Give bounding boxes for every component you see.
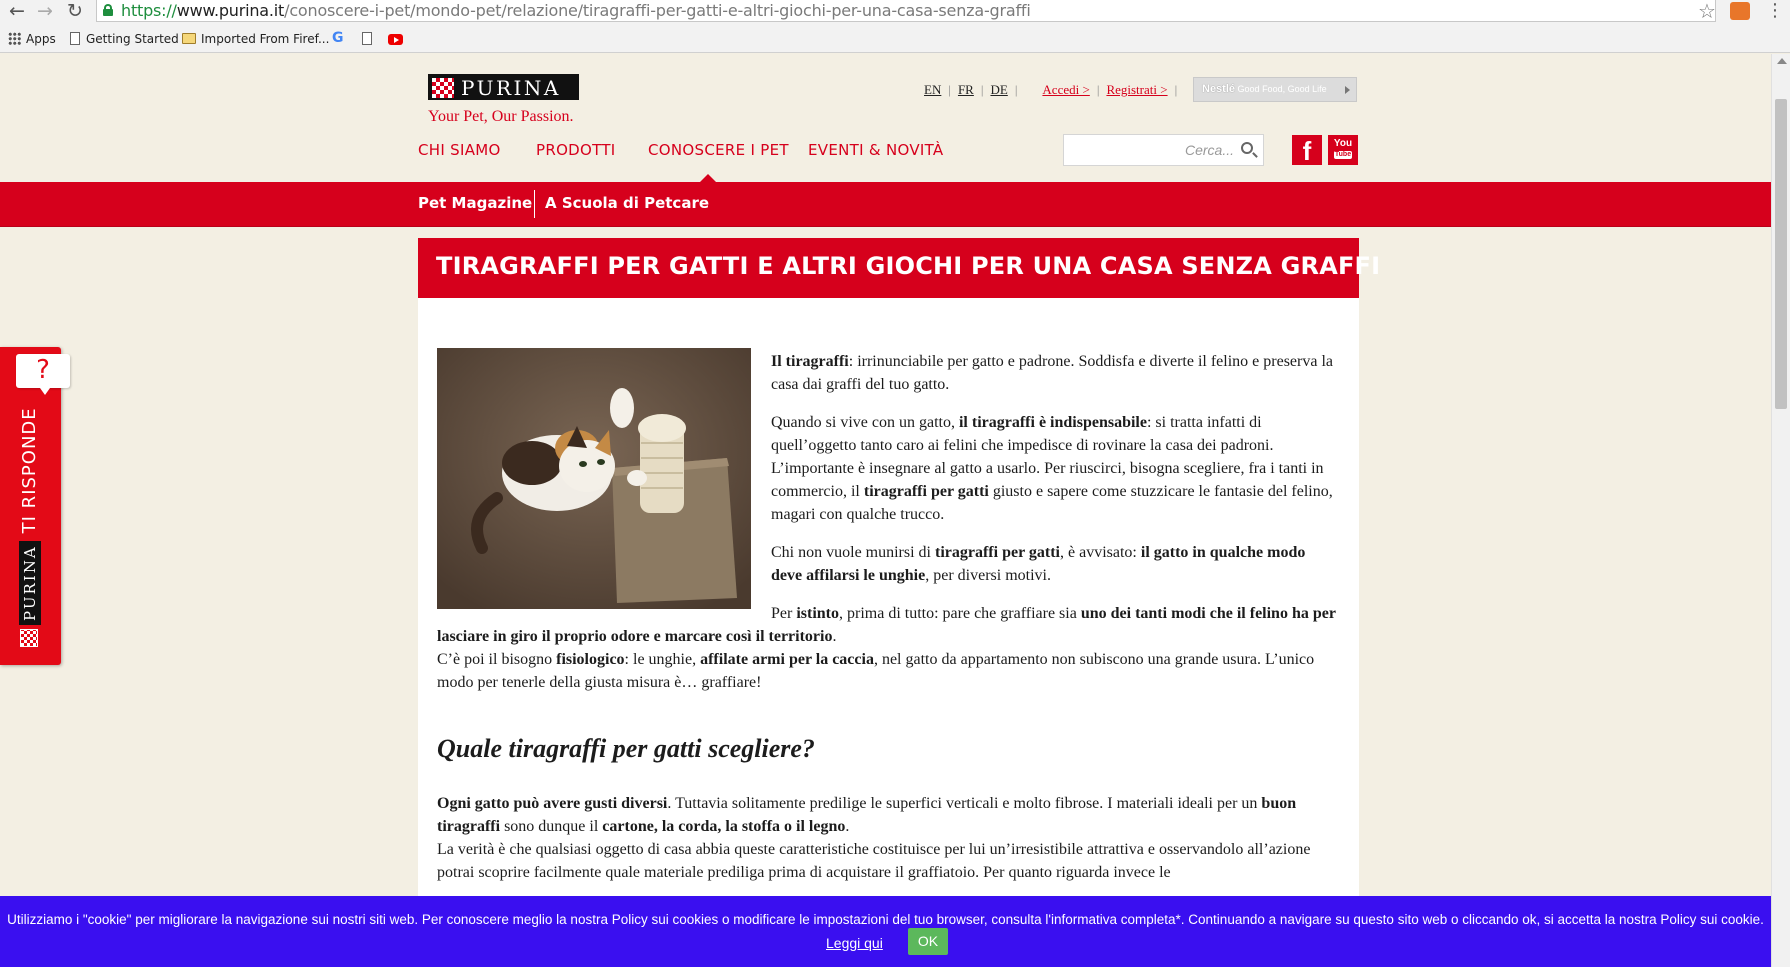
browser-chrome [0,0,1790,53]
url-text[interactable]: https://www.purina.it/conoscere-i-pet/mondo-pet/relazione/tiragraffi-per-gatti-e-altri-giochi-per-una-casa-senza-graffi [121,1,1031,20]
cookie-ok-button[interactable]: OK [908,928,948,955]
article-body [418,298,1359,898]
paragraph: Per istinto, prima di tutto: pare che graffiare sia uno dei tanti modi che il felino ha per lasciare in giro il proprio odore e marcare così il territorio. [437,605,1336,645]
paragraph: Chi non vuole munirsi di tiragraffi per gatti, è avvisato: il gatto in qualche modo deve affilarsi le unghie, per diversi motivi. [771,544,1306,584]
youtube-label-top: You [1333,138,1353,149]
page-icon [362,32,372,45]
nav-conoscere-i-pet[interactable]: CONOSCERE I PET [648,141,789,159]
bookmark-star-icon[interactable]: ☆ [1698,0,1716,23]
nav-eventi-novita[interactable]: EVENTI & NOVITÀ [808,141,944,159]
paragraph: La verità è che qualsiasi oggetto di casa abbia queste caratteristiche costituisce per lui un’irresistibile attrattiva e osservandolo all’azione potrai scoprire facilmente quale materiale prediliga prima di acquistare il graffiatoio. Per quanto riguarda invece le [437,841,1311,881]
section-heading: Quale tiragraffi per gatti scegliere? [437,734,815,763]
paragraph: Ogni gatto può avere gusti diversi. Tuttavia solitamente predilige le superfici verticali e molto fibrose. I materiali ideali per un buon tiragraffi sono dunque il cartone, la corda, la stoffa o il legno. [437,795,1297,835]
bookmark-getting-started[interactable]: Getting Started [70,30,179,48]
search-input[interactable] [1068,139,1234,161]
youtube-social-icon[interactable] [1328,135,1358,165]
article-title: TIRAGRAFFI PER GATTI E ALTRI GIOCHI PER UNA CASA SENZA GRAFFI [436,252,1381,280]
facebook-icon[interactable]: f [1292,135,1322,165]
subnav-pet-magazine[interactable]: Pet Magazine [418,194,533,212]
login-link[interactable]: Accedi > [1042,82,1090,97]
sub-nav-bar [0,182,1771,227]
page-icon [70,32,80,45]
nav-prodotti[interactable]: PRODOTTI [536,141,616,159]
subnav-divider [534,190,535,218]
bookmarks-bar [0,28,1790,50]
cookie-text: Utilizziamo i "cookie" per migliorare la navigazione sui nostri siti web. Per conoscere meglio la nostra Policy sui cookies o modificare le impostazioni del tuo browser, consulta l'informativa completa*. Continuando a navigare su questo sito web o cliccando ok, si accetta la nostra Policy sui cookie. [7,912,1764,927]
reload-icon[interactable]: ↻ [67,0,83,22]
side-tab-text: TI RISPONDE [19,407,40,534]
question-bubble-icon: ? [16,354,70,388]
logo-text: PURINA [461,76,561,100]
paragraph: C’è poi il bisogno fisiologico: le unghie, affilate armi per la caccia, nel gatto da appartamento non subiscono una grande usura. L’unico modo per tenerle della giusta misura è… graffiare! [437,651,1315,691]
lang-en-link[interactable]: EN [924,82,942,97]
nestle-slogan: Good Food, Good Life [1237,84,1327,94]
lang-de-link[interactable]: DE [990,82,1008,97]
article-title-bar [418,238,1381,298]
lang-fr-link[interactable]: FR [957,82,974,97]
article-content [437,350,1337,899]
paragraph: Il tiragraffi: irrinunciabile per gatto e padrone. Soddisfa e diverte il felino e preserva la casa dai graffi del tuo gatto. [771,353,1334,393]
checkerboard-icon [20,629,38,647]
scrollbar-thumb[interactable] [1775,99,1787,409]
lock-icon [103,4,113,16]
subnav-scuola-petcare[interactable]: A Scuola di Petcare [545,194,710,212]
nav-chi-siamo[interactable]: CHI SIAMO [418,141,501,159]
youtube-label-bottom: Tube [1334,151,1352,158]
bookmark-imported[interactable]: Imported From Firef... [182,30,329,48]
page-scrollbar[interactable] [1771,54,1790,967]
register-link[interactable]: Registrati > [1106,82,1168,97]
bookmark-apps[interactable]: Apps [8,30,56,48]
side-tab-brand: PURINA [19,541,41,625]
tagline: Your Pet, Our Passion. [428,108,574,125]
active-nav-caret-icon [700,174,716,182]
cookie-read-more-link[interactable]: Leggi qui [826,935,883,951]
bookmark-page[interactable] [362,30,378,48]
search-icon[interactable] [1241,142,1253,154]
purina-logo[interactable] [428,74,579,100]
scroll-up-arrow-icon[interactable] [1777,58,1787,64]
extension-icon[interactable] [1730,2,1750,20]
paragraph: Quando si vive con un gatto, il tiragraffi è indispensabile: si tratta infatti di quell’oggetto tanto caro ai felini che impedisce di rovinare la casa dei padroni. L’importante è insegnare al gatto a usarlo. Per riuscirci, bisogna scegliere, fra i tanti in commercio, il tiragraffi per gatti giusto e sapere come stuzzicare le fantasie del felino, magari con qualche trucco. [771,414,1333,523]
cookie-banner [0,896,1771,967]
back-arrow-icon[interactable]: ← [9,0,25,22]
search-box [1063,134,1264,166]
address-bar[interactable] [96,0,1716,22]
ti-risponde-tab[interactable] [0,347,61,665]
google-icon[interactable]: G [332,30,344,46]
forward-arrow-icon[interactable]: → [37,0,53,22]
ti-risponde-label [19,407,43,647]
youtube-icon[interactable] [388,34,403,45]
apps-icon [8,32,21,45]
menu-icon[interactable]: ⋮ [1766,0,1784,21]
folder-icon [182,33,196,44]
checkerboard-icon [432,78,454,98]
nestle-banner[interactable] [1193,77,1357,102]
top-links: EN | FR | DE | Accedi > | Registrati > | [924,82,1178,97]
nestle-brand: Nestlé [1202,83,1236,95]
